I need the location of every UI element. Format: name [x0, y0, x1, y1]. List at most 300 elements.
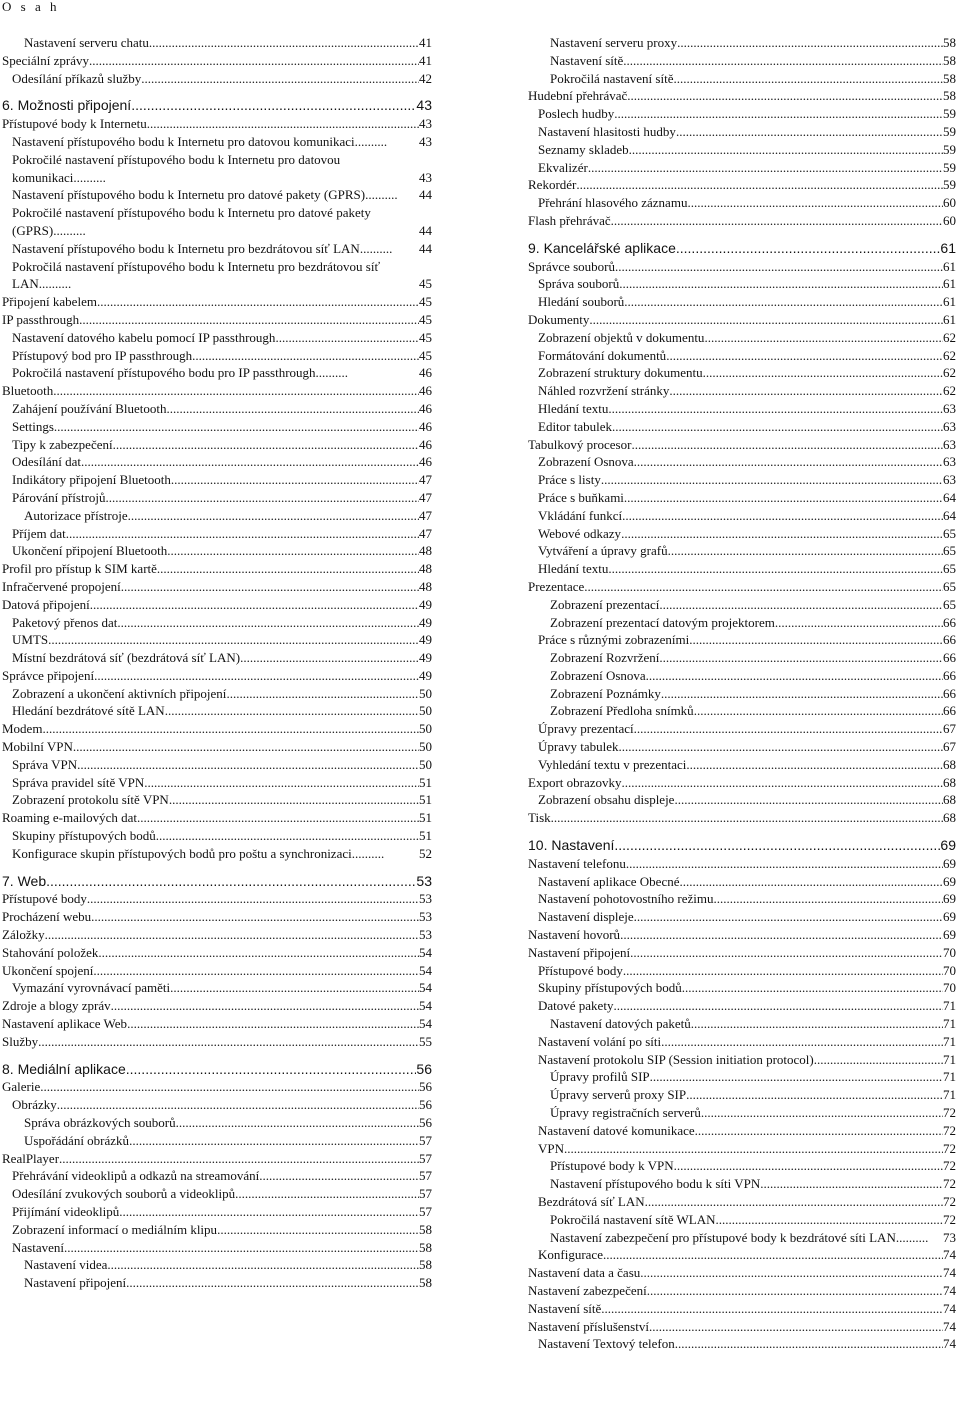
toc-entry[interactable]	[2, 70, 432, 88]
toc-dot-leader	[646, 667, 943, 685]
toc-entry[interactable]	[528, 1300, 956, 1318]
toc-dot-leader	[623, 962, 943, 980]
toc-entry-title: Správa VPN	[12, 756, 78, 772]
toc-entry[interactable]	[528, 578, 956, 596]
toc-entry-title: Profil pro přístup k SIM kartě	[2, 561, 157, 577]
toc-entry-title: Přístupové body k VPN	[550, 1158, 674, 1174]
toc-entry[interactable]	[528, 1318, 956, 1336]
toc-dot-leader	[165, 702, 419, 720]
toc-page-number: 46	[419, 365, 432, 381]
toc-dot-leader	[612, 418, 943, 436]
toc-entry[interactable]	[528, 720, 956, 738]
toc-page-number: 53	[419, 909, 432, 925]
toc-entry[interactable]	[2, 133, 432, 151]
toc-entry[interactable]	[528, 105, 956, 123]
toc-entry-title: Příjem dat	[12, 525, 66, 541]
toc-entry[interactable]	[2, 614, 432, 632]
toc-entry[interactable]	[2, 34, 432, 52]
toc-dot-leader	[715, 1211, 943, 1229]
toc-dot-leader	[621, 525, 943, 543]
toc-entry[interactable]	[528, 1033, 956, 1051]
toc-entry[interactable]	[528, 87, 956, 105]
toc-entry[interactable]	[528, 1282, 956, 1300]
toc-entry[interactable]	[2, 560, 432, 578]
toc-page-number: 65	[943, 596, 956, 612]
toc-page-number: 53	[419, 927, 432, 943]
toc-entry[interactable]	[2, 908, 432, 926]
toc-entry[interactable]	[2, 542, 432, 560]
toc-chapter-entry[interactable]	[2, 873, 432, 891]
toc-entry-title: Zobrazení struktury dokumentu	[538, 365, 703, 381]
toc-page-number: 58	[419, 1275, 432, 1291]
toc-entry[interactable]	[528, 944, 956, 962]
toc-entry[interactable]	[2, 151, 432, 187]
toc-entry[interactable]	[528, 364, 956, 382]
toc-entry[interactable]	[2, 52, 432, 70]
toc-dot-leader	[73, 738, 419, 756]
toc-entry[interactable]	[528, 560, 956, 578]
toc-page-number: 58	[419, 1257, 432, 1273]
toc-entry-title: Přijímání videoklipů	[12, 1204, 120, 1219]
toc-entry[interactable]	[2, 1114, 432, 1132]
toc-page-number: 44	[419, 222, 432, 238]
toc-entry-title: Paketový přenos dat	[12, 614, 118, 630]
toc-entry-title: Přehrání hlasového záznamu	[538, 195, 688, 211]
toc-entry[interactable]	[528, 311, 956, 329]
toc-page-number: 41	[419, 35, 432, 50]
toc-entry[interactable]	[528, 1335, 956, 1353]
toc-entry[interactable]	[2, 329, 432, 347]
toc-dot-leader	[630, 944, 943, 962]
toc-dot-leader	[619, 738, 943, 756]
toc-entry-title: Zobrazení Rozvržení	[550, 650, 660, 666]
toc-page-number: 66	[943, 667, 956, 683]
toc-entry[interactable]	[2, 1167, 432, 1185]
toc-entry-title: Vkládání funkcí	[538, 507, 623, 523]
toc-entry[interactable]	[528, 873, 956, 891]
toc-page-number: 61	[943, 276, 956, 292]
toc-page-number: 43	[416, 97, 432, 114]
toc-page-number: 66	[943, 632, 956, 648]
toc-entry-title: Zobrazení prezentací datovým projektorem	[550, 614, 775, 630]
toc-entry-title: Nastavení sítě	[528, 1300, 602, 1316]
toc-entry[interactable]	[2, 667, 432, 685]
toc-page-number: 65	[943, 525, 956, 541]
toc-dot-leader	[87, 890, 419, 908]
toc-entry-title: Nastavení sítě	[550, 52, 624, 68]
toc-page-number: 58	[943, 88, 956, 104]
toc-dot-leader	[171, 471, 419, 489]
toc-entry[interactable]	[528, 293, 956, 311]
toc-entry-title: Konfigurace skupin přístupových bodů pro poštu a synchronizaci	[12, 845, 352, 861]
toc-entry-title: Ukončení připojení Bluetooth	[12, 543, 168, 559]
toc-entry[interactable]	[2, 1132, 432, 1150]
toc-page-number: 69	[943, 909, 956, 925]
toc-page-number: 56	[419, 1115, 432, 1131]
toc-entry[interactable]	[528, 908, 956, 926]
toc-entry[interactable]	[528, 855, 956, 873]
toc-entry[interactable]	[528, 738, 956, 756]
toc-page-number: 74	[943, 1247, 956, 1263]
toc-dot-leader	[627, 87, 943, 105]
toc-page-number: 62	[943, 383, 956, 399]
toc-entry[interactable]	[528, 1104, 956, 1122]
toc-entry[interactable]	[2, 436, 432, 454]
toc-dot-leader	[81, 453, 419, 471]
toc-dot-leader	[167, 542, 419, 560]
toc-dot-leader	[107, 1256, 419, 1274]
toc-page-number: 49	[419, 632, 432, 648]
toc-entry[interactable]	[2, 631, 432, 649]
toc-entry[interactable]	[2, 1033, 432, 1051]
toc-entry[interactable]	[528, 159, 956, 177]
toc-entry[interactable]	[2, 507, 432, 525]
toc-entry[interactable]	[528, 890, 956, 908]
toc-entry[interactable]	[2, 756, 432, 774]
toc-entry-title: Nastavení hlasitosti hudby	[538, 123, 676, 139]
toc-page-number: 51	[419, 828, 432, 844]
toc-entry-title: Pokročilá nastavení přístupového bodu pro IP passthrough	[12, 365, 316, 381]
toc-dot-leader	[54, 418, 419, 436]
toc-dot-leader	[629, 141, 943, 159]
toc-dot-leader	[634, 908, 943, 926]
toc-page-number: 59	[943, 123, 956, 139]
toc-entry[interactable]	[528, 382, 956, 400]
toc-page-number: 72	[943, 1122, 956, 1138]
toc-entry[interactable]	[2, 738, 432, 756]
toc-page-number: 55	[419, 1033, 432, 1049]
toc-page-number: 45	[419, 276, 432, 292]
toc-entry[interactable]	[528, 1140, 956, 1158]
toc-page-number: 62	[943, 329, 956, 345]
toc-dot-leader	[673, 70, 943, 88]
toc-entry[interactable]	[528, 489, 956, 507]
toc-dot-leader: ..........	[354, 133, 388, 149]
toc-dot-leader	[588, 159, 943, 177]
toc-entry-title: Zobrazení Předloha snímků	[550, 703, 694, 719]
toc-entry[interactable]	[528, 347, 956, 365]
toc-page-number: 46	[419, 454, 432, 470]
toc-entry[interactable]	[528, 809, 956, 827]
toc-page-number: 69	[940, 837, 956, 854]
toc-entry-title: Pokročilá nastavení přístupového bodu k Internetu pro bezdrátovou síť LAN	[12, 258, 381, 292]
toc-page-number: 66	[943, 685, 956, 701]
toc-entry[interactable]	[2, 702, 432, 720]
toc-dot-leader	[613, 997, 943, 1015]
toc-dot-leader	[121, 578, 419, 596]
toc-chapter-entry[interactable]	[2, 97, 432, 115]
toc-dot-leader	[704, 329, 943, 347]
toc-entry[interactable]	[528, 702, 956, 720]
toc-dot-leader: ..........	[365, 187, 398, 203]
toc-page-number: 54	[419, 998, 432, 1014]
toc-entry[interactable]	[528, 979, 956, 997]
toc-entry[interactable]	[2, 979, 432, 997]
toc-entry-title: Nastavení data a času	[528, 1265, 641, 1281]
toc-entry[interactable]	[528, 1086, 956, 1104]
toc-entry[interactable]	[528, 962, 956, 980]
toc-entry-title: Prezentace	[528, 578, 585, 594]
toc-entry-title: Nastavení aplikace Web	[2, 1016, 128, 1032]
toc-entry-title: 9. Kancelářské aplikace	[528, 239, 676, 256]
toc-page-number: 71	[943, 1033, 956, 1049]
toc-entry-title: Správa souborů	[538, 276, 620, 292]
toc-entry[interactable]	[528, 176, 956, 194]
toc-entry-title: Nastavení Textový telefon	[538, 1336, 675, 1352]
toc-entry[interactable]	[2, 471, 432, 489]
toc-entry[interactable]	[528, 756, 956, 774]
toc-page-number: 50	[419, 703, 432, 719]
toc-entry-title: Tisk	[528, 810, 551, 826]
toc-entry-title: Poslech hudby	[538, 106, 615, 122]
toc-entry-title: Zobrazení Osnova	[538, 454, 634, 470]
toc-page-number: 56	[419, 1097, 432, 1113]
toc-page-number: 47	[419, 489, 432, 505]
toc-entry[interactable]	[528, 34, 956, 52]
toc-entry[interactable]	[528, 436, 956, 454]
toc-page-number: 46	[419, 436, 432, 452]
toc-entry[interactable]	[2, 382, 432, 400]
toc-entry[interactable]	[2, 1185, 432, 1203]
toc-entry[interactable]	[528, 453, 956, 471]
toc-entry[interactable]	[2, 418, 432, 436]
toc-entry-title: Hledání textu	[538, 400, 609, 416]
toc-entry-title: Přístupové body	[538, 962, 623, 978]
toc-entry[interactable]	[528, 791, 956, 809]
toc-entry[interactable]	[2, 827, 432, 845]
toc-page-number: 71	[943, 1051, 956, 1067]
toc-entry[interactable]	[2, 1256, 432, 1274]
toc-entry-title: Zobrazení objektů v dokumentu	[538, 329, 705, 345]
toc-entry-title: Tabulkový procesor	[528, 436, 632, 452]
toc-entry[interactable]	[528, 649, 956, 667]
toc-entry[interactable]	[528, 1246, 956, 1264]
toc-page-number: 46	[419, 383, 432, 399]
toc-entry[interactable]	[2, 258, 432, 294]
toc-page-number: 70	[943, 980, 956, 996]
toc-entry-title: Dokumenty	[528, 311, 590, 327]
toc-dot-leader	[676, 123, 943, 141]
toc-entry[interactable]	[528, 614, 956, 632]
toc-chapter-entry[interactable]	[528, 240, 956, 258]
toc-page-number: 65	[943, 561, 956, 577]
toc-entry-title: Mobilní VPN	[2, 739, 73, 755]
toc-page-number: 67	[943, 721, 956, 737]
toc-entry[interactable]	[2, 1274, 432, 1292]
toc-entry-title: Konfigurace	[538, 1247, 603, 1263]
toc-dot-leader	[650, 1068, 943, 1086]
toc-entry-title: Skupiny přístupových bodů	[12, 828, 156, 844]
toc-entry[interactable]	[528, 1193, 956, 1211]
toc-page-number: 61	[943, 311, 956, 327]
toc-entry[interactable]	[528, 471, 956, 489]
toc-entry-title: 10. Nastavení	[528, 837, 615, 854]
toc-page-number: 57	[419, 1132, 432, 1148]
toc-entry[interactable]	[528, 631, 956, 649]
toc-entry-title: Pokročilé nastavení přístupového bodu k Internetu pro datovou komunikaci	[12, 151, 341, 185]
toc-page-number: 54	[419, 944, 432, 960]
toc-entry[interactable]	[528, 400, 956, 418]
toc-entry[interactable]	[2, 944, 432, 962]
toc-dot-leader	[235, 1185, 419, 1203]
toc-entry-title: Nastavení serveru chatu	[24, 35, 149, 50]
toc-entry[interactable]	[528, 1175, 956, 1193]
toc-entry[interactable]	[528, 1015, 956, 1033]
toc-entry[interactable]	[2, 890, 432, 908]
toc-entry-title: Správa pravidel sítě VPN	[12, 774, 145, 790]
toc-dot-leader	[682, 979, 943, 997]
toc-entry[interactable]	[528, 123, 956, 141]
toc-entry-title: Párování přístrojů	[12, 489, 106, 505]
toc-entry-title: Modem	[2, 721, 43, 737]
toc-page-number: 63	[943, 436, 956, 452]
toc-entry[interactable]	[528, 507, 956, 525]
toc-entry[interactable]	[2, 720, 432, 738]
toc-dot-leader	[141, 70, 419, 88]
toc-entry[interactable]	[2, 926, 432, 944]
toc-dot-leader	[614, 837, 940, 855]
toc-entry-title: Settings	[12, 418, 54, 434]
toc-dot-leader	[94, 667, 419, 685]
toc-entry[interactable]	[528, 258, 956, 276]
toc-page-number: 65	[943, 578, 956, 594]
toc-page-number: 74	[943, 1282, 956, 1298]
toc-entry[interactable]	[528, 1051, 956, 1069]
toc-entry[interactable]	[2, 1150, 432, 1168]
toc-entry[interactable]	[2, 809, 432, 827]
toc-entry[interactable]	[528, 926, 956, 944]
toc-entry[interactable]	[2, 364, 432, 382]
toc-entry[interactable]	[2, 578, 432, 596]
toc-dot-leader	[564, 1140, 943, 1158]
toc-dot-leader	[686, 756, 943, 774]
toc-dot-leader	[677, 34, 943, 52]
toc-entry[interactable]	[2, 685, 432, 703]
toc-entry-title: Rekordér	[528, 177, 577, 193]
toc-entry[interactable]	[2, 186, 432, 204]
toc-entry[interactable]	[2, 240, 432, 258]
toc-entry[interactable]	[528, 418, 956, 436]
toc-entry[interactable]	[528, 596, 956, 614]
toc-chapter-entry[interactable]	[2, 1061, 432, 1079]
toc-dot-leader	[126, 1061, 417, 1079]
toc-entry[interactable]	[528, 70, 956, 88]
toc-entry[interactable]	[2, 791, 432, 809]
toc-dot-leader	[631, 436, 943, 454]
toc-entry[interactable]	[2, 1015, 432, 1033]
toc-dot-leader	[687, 194, 943, 212]
toc-entry[interactable]	[2, 596, 432, 614]
toc-entry[interactable]	[528, 685, 956, 703]
toc-entry[interactable]	[2, 1239, 432, 1257]
toc-entry[interactable]	[528, 275, 956, 293]
toc-entry[interactable]	[528, 997, 956, 1015]
toc-entry[interactable]	[528, 1211, 956, 1229]
toc-entry[interactable]	[528, 667, 956, 685]
toc-entry[interactable]	[528, 1264, 956, 1282]
toc-page-number: 52	[419, 845, 432, 861]
toc-page-number: 46	[419, 418, 432, 434]
toc-entry[interactable]	[2, 311, 432, 329]
toc-entry[interactable]	[528, 525, 956, 543]
toc-entry[interactable]	[2, 489, 432, 507]
toc-entry[interactable]	[2, 525, 432, 543]
toc-entry[interactable]	[528, 542, 956, 560]
toc-entry[interactable]	[528, 1229, 956, 1247]
toc-entry[interactable]	[2, 453, 432, 471]
toc-entry[interactable]	[2, 997, 432, 1015]
toc-entry[interactable]	[528, 212, 956, 230]
toc-entry[interactable]	[2, 1078, 432, 1096]
toc-page-number: 53	[419, 891, 432, 907]
toc-page-number: 57	[419, 1168, 432, 1184]
toc-page-number: 63	[943, 454, 956, 470]
toc-entry-title: Webové odkazy	[538, 525, 622, 541]
toc-entry-title: Úpravy serverů proxy SIP	[550, 1087, 687, 1103]
toc-entry[interactable]	[2, 347, 432, 365]
toc-dot-leader	[634, 720, 943, 738]
toc-dot-leader	[615, 258, 943, 276]
toc-page-number: 48	[419, 578, 432, 594]
toc-entry-title: Správa obrázkových souborů	[24, 1115, 176, 1131]
toc-dot-leader	[167, 400, 419, 418]
toc-dot-leader	[679, 873, 943, 891]
toc-dot-leader	[176, 1114, 419, 1132]
toc-entry[interactable]	[528, 1122, 956, 1140]
toc-entry[interactable]	[528, 52, 956, 70]
toc-page-number: 74	[943, 1300, 956, 1316]
toc-entry[interactable]	[528, 329, 956, 347]
toc-entry-title: Zdroje a blogy zpráv	[2, 998, 111, 1014]
toc-entry-title: Hledání souborů	[538, 294, 625, 310]
toc-entry[interactable]	[2, 649, 432, 667]
toc-entry-title: Infračervené propojení	[2, 578, 121, 594]
toc-dot-leader	[113, 436, 419, 454]
toc-page-number: 48	[419, 543, 432, 559]
toc-page-number: 41	[419, 52, 432, 68]
toc-page-number: 59	[943, 177, 956, 193]
toc-page-number: 53	[416, 872, 432, 889]
toc-entry[interactable]	[2, 1096, 432, 1114]
toc-entry[interactable]	[2, 1221, 432, 1239]
toc-page-number: 46	[419, 400, 432, 416]
toc-entry[interactable]	[2, 774, 432, 792]
toc-page-number: 50	[419, 721, 432, 737]
toc-entry[interactable]	[2, 115, 432, 133]
toc-entry[interactable]	[2, 204, 432, 240]
toc-entry[interactable]	[2, 845, 432, 863]
toc-entry-title: Datové pakety	[538, 998, 614, 1014]
toc-entry[interactable]	[528, 774, 956, 792]
toc-dot-leader: ..........	[53, 222, 86, 238]
toc-entry[interactable]	[528, 1068, 956, 1086]
toc-entry[interactable]	[2, 293, 432, 311]
toc-page-number: 68	[943, 774, 956, 790]
toc-dot-leader	[674, 1157, 943, 1175]
toc-dot-leader	[619, 275, 943, 293]
toc-dot-leader	[240, 649, 419, 667]
toc-page-number: 57	[419, 1204, 432, 1219]
toc-entry[interactable]	[2, 962, 432, 980]
toc-entry[interactable]	[528, 194, 956, 212]
toc-chapter-entry[interactable]	[528, 837, 956, 855]
toc-entry[interactable]	[2, 400, 432, 418]
toc-entry[interactable]	[528, 141, 956, 159]
toc-entry[interactable]	[2, 1203, 432, 1221]
toc-entry[interactable]	[528, 1157, 956, 1175]
toc-page-number: 50	[419, 739, 432, 755]
toc-page-number: 64	[943, 507, 956, 523]
